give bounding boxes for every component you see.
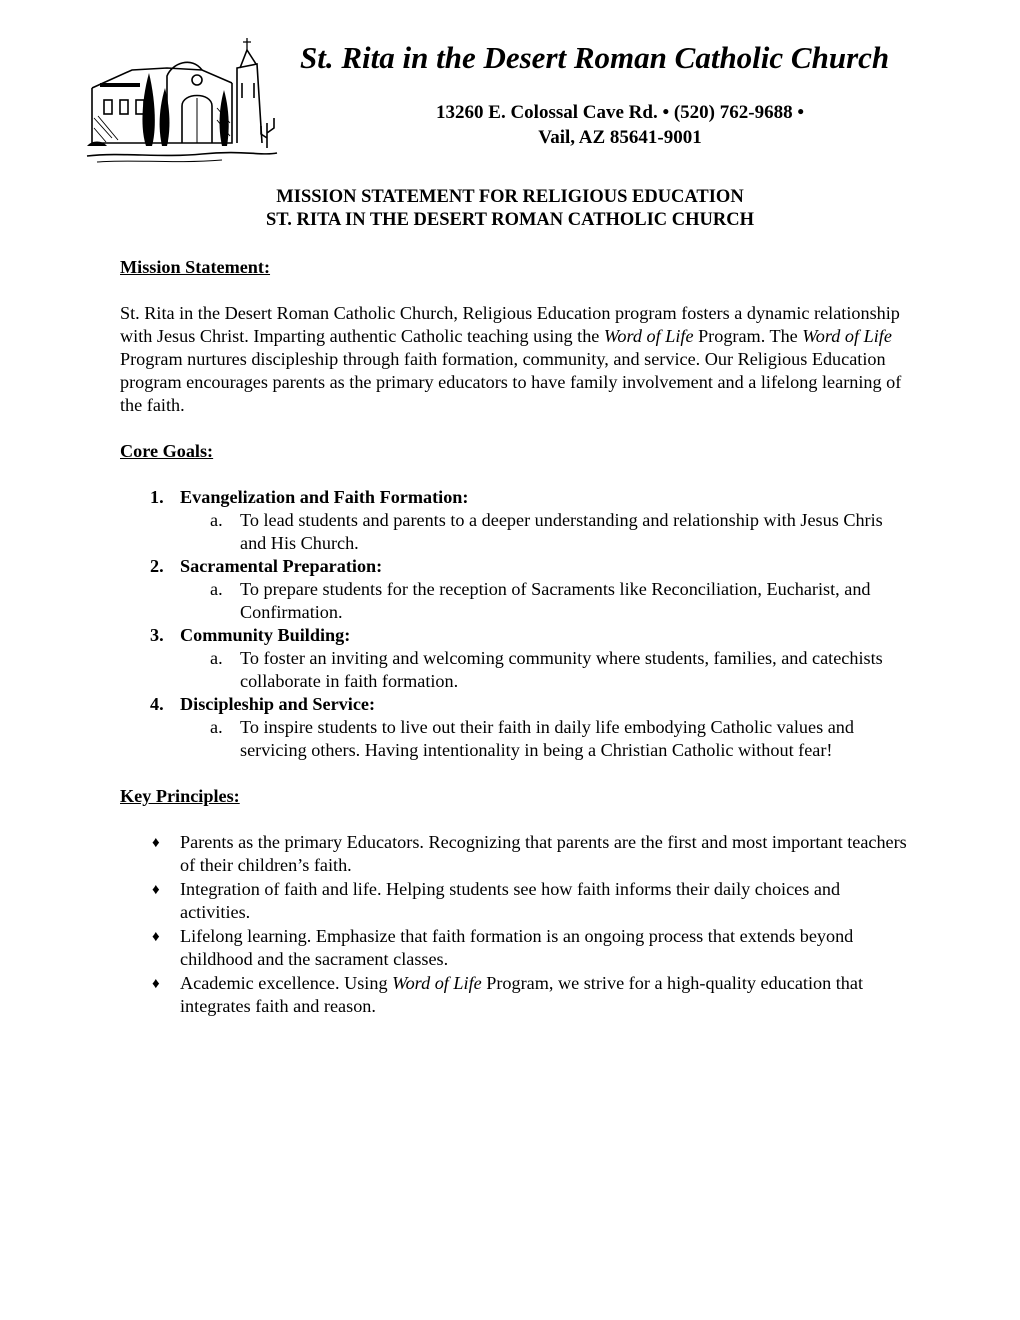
goal-number: 3. (150, 625, 164, 645)
goal-title: Discipleship and Service: (180, 694, 376, 714)
church-address (380, 100, 860, 150)
goal-item (120, 624, 910, 693)
principle-item (120, 831, 910, 877)
address-line-1: 13260 E. Colossal Cave Rd. • (520) 762-9688 • (436, 102, 804, 123)
diamond-bullet-icon: ♦ (152, 882, 160, 898)
goal-title: Community Building: (180, 625, 351, 645)
address-line-2: Vail, AZ 85641-9001 (538, 127, 702, 148)
core-goals-heading: Core Goals: (120, 441, 214, 461)
church-name: St. Rita in the Desert Roman Catholic Church (300, 40, 890, 75)
mission-text-1: St. Rita in the Desert Roman Catholic Church, Religious Education program fosters a dynamic relationship with Jesus Christ. Imparting authentic Catholic teaching using the (120, 303, 900, 346)
subitem-text: To inspire students to live out their faith in daily life embodying Catholic values and servicing others. Having intentionality in being a Christian Catholic without fear! (240, 717, 854, 760)
subitem-letter: a. (210, 579, 223, 599)
document-title (0, 186, 1020, 232)
principle-text: Parents as the primary Educators. Recognizing that parents are the first and most important teachers of their children’s faith. (180, 832, 907, 875)
subitem-letter: a. (210, 648, 223, 668)
subitem-text: To lead students and parents to a deeper understanding and relationship with Jesus Chris and His Church. (240, 510, 883, 553)
subitem-text: To prepare students for the reception of Sacraments like Reconciliation, Eucharist, and Confirmation. (240, 579, 871, 622)
goal-item (120, 693, 910, 762)
mission-italic-2: Word of Life (802, 326, 892, 346)
subitem-letter: a. (210, 510, 223, 530)
goal-subitem (180, 647, 910, 693)
mission-italic-1: Word of Life (603, 326, 694, 346)
principle-text: Lifelong learning. Emphasize that faith formation is an ongoing process that extends beyond childhood and the sacrament classes. (180, 926, 854, 969)
goal-subitem (180, 716, 910, 762)
church-logo (72, 28, 282, 168)
goal-number: 1. (150, 487, 164, 507)
goal-number: 4. (150, 694, 164, 714)
principle-text-before: Academic excellence. Using (180, 973, 393, 993)
subitem-text: To foster an inviting and welcoming community where students, families, and catechists collaborate in faith formation. (240, 648, 883, 691)
subitem-letter: a. (210, 717, 223, 737)
diamond-bullet-icon: ♦ (152, 929, 160, 945)
principle-text: Integration of faith and life. Helping students see how faith informs their daily choices and activities. (180, 879, 841, 922)
goal-item (120, 555, 910, 624)
core-goals-list (120, 486, 910, 762)
diamond-bullet-icon: ♦ (152, 835, 160, 851)
key-principles-heading: Key Principles: (120, 786, 240, 806)
mission-heading: Mission Statement: (120, 257, 271, 277)
principle-item (120, 925, 910, 971)
goal-item (120, 486, 910, 555)
document-body (120, 256, 910, 1019)
mission-paragraph (120, 302, 910, 417)
church-sketch-icon (72, 28, 282, 168)
goal-number: 2. (150, 556, 164, 576)
title-line-2: ST. RITA IN THE DESERT ROMAN CATHOLIC CHURCH (266, 210, 754, 230)
principle-text-after: Program, we strive for a high-quality education that integrates faith and reason. (180, 973, 864, 1016)
principle-item (120, 972, 910, 1018)
mission-text-3: Program nurtures discipleship through faith formation, community, and service. Our Religious Education program encourages parents as the primary educators to have family involvement and a lifelong learning of the faith. (120, 349, 902, 415)
diamond-bullet-icon: ♦ (152, 976, 160, 992)
goal-title: Sacramental Preparation: (180, 556, 383, 576)
mission-text-2: Program. The (693, 326, 803, 346)
principle-item (120, 878, 910, 924)
title-line-1: MISSION STATEMENT FOR RELIGIOUS EDUCATION (276, 187, 744, 207)
principle-italic: Word of Life (392, 973, 482, 993)
goal-title: Evangelization and Faith Formation: (180, 487, 469, 507)
principle-text (180, 973, 863, 1016)
goal-subitem (180, 509, 910, 555)
key-principles-list (120, 831, 910, 1018)
goal-subitem (180, 578, 910, 624)
